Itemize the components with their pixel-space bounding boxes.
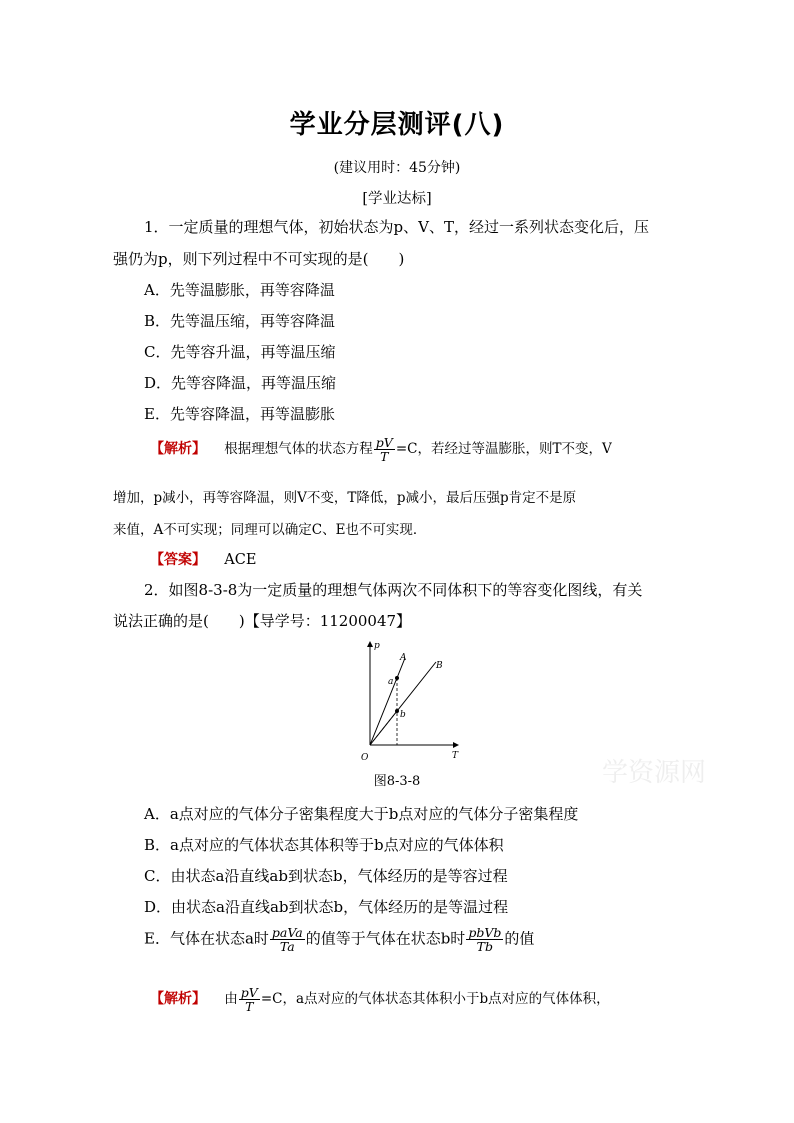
q1-option-e: E．先等容降温，再等温膨胀 (144, 405, 335, 423)
q2-analysis-line1: 【解析】 由 $\frac{pV}{T}$ =C，a点对应的气体状态其体积小于b点对应的气体体积， (150, 985, 610, 1015)
analysis-tag: 【解析】 (150, 991, 206, 1008)
dashed-ob (370, 711, 397, 745)
q2-option-d: D．由状态a沿直线ab到状态b，气体经历的是等温过程 (144, 898, 509, 916)
pt-graph-figure (360, 636, 470, 764)
q1-option-a: A．先等温膨胀，再等容降温 (144, 281, 335, 299)
line-a-label: A (400, 653, 407, 663)
point-b-label: b (400, 710, 406, 720)
q2-stem-line1: 2．如图8-3-8为一定质量的理想气体两次不同体积下的等容变化图线，有关 (144, 581, 643, 599)
q2-option-a: A．a点对应的气体分子密集程度大于b点对应的气体分子密集程度 (144, 805, 579, 823)
q2-option-c: C．由状态a沿直线ab到状态b，气体经历的是等容过程 (144, 867, 508, 885)
page-title: 学业分层测评(八) (289, 110, 505, 140)
answer-tag: 【答案】 (150, 552, 206, 568)
q1-stem-line1: 1．一定质量的理想气体，初始状态为p、V、T，经过一系列状态变化后，压 (144, 218, 649, 236)
p-axis-label: p (374, 641, 380, 651)
q1-stem-line2: 强仍为p，则下列过程中不可实现的是( ) (113, 250, 405, 268)
q1-option-c: C．先等容升温，再等温压缩 (144, 343, 336, 361)
t-axis-label: T (452, 751, 459, 761)
q1-answer: ACE (224, 552, 257, 568)
q1-option-d: D．先等容降温，再等温压缩 (144, 374, 337, 392)
q2-stem-line2: 说法正确的是( )【导学号：11200047】 (113, 612, 412, 630)
suggested-time: (建议用时：45分钟) (333, 160, 461, 176)
q2-option-b: B．a点对应的气体状态其体积等于b点对应的气体体积 (144, 836, 504, 854)
pv-over-t-fraction: $\frac{pV}{T}$ (240, 985, 258, 1015)
pv-over-t-fraction: $\frac{pV}{T}$ (375, 435, 393, 465)
figure-caption: 图8-3-8 (373, 774, 421, 789)
option-e-fraction-b: $\frac{\text{pbVb}}{Tb}$ (468, 925, 502, 955)
option-e-fraction-a: $\frac{\text{paVa}}{Ta}$ (271, 925, 303, 955)
q2-option-e: E．气体在状态a时 $\frac{\text{paVa}}{Ta}$ 的值等于气体在状态b时 $\frac{\text{pbVb}}{Tb}$ 的值 (144, 925, 535, 955)
q1-analysis-line3: 来值，A不可实现；同理可以确定C、E也不可实现． (113, 522, 427, 538)
section-heading: [学业达标] (362, 191, 432, 207)
q1-option-b: B．先等温压缩，再等容降温 (144, 312, 336, 330)
q1-answer-line (150, 549, 256, 569)
q1-analysis-line2: 增加，p减小，再等容降温，则V不变，T降低，p减小，最后压强p肯定不是原 (113, 490, 577, 506)
line-a (370, 658, 405, 745)
point-b-dot (395, 709, 399, 713)
point-a-dot (395, 676, 399, 680)
analysis-tag: 【解析】 (150, 441, 206, 458)
q1-analysis-line1: 【解析】 根据理想气体的状态方程 $\frac{pV}{T}$ =C，若经过等温膨胀，则T不变，V (150, 435, 612, 465)
point-a-label: a (388, 677, 394, 687)
origin-label: O (361, 753, 369, 763)
watermark: 学资源网 (602, 758, 707, 788)
line-b-label: B (436, 661, 443, 671)
